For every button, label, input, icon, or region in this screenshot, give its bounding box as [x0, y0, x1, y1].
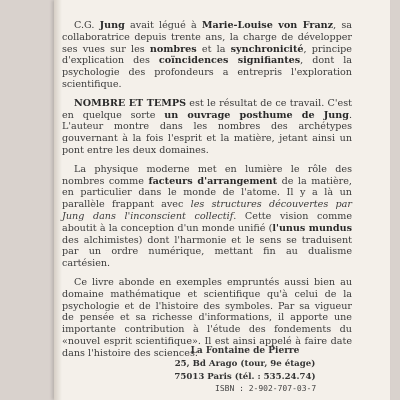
text-run: . L'auteur montre dans les nombres des archétypes gouvernant à la fois l'esprit et la matière, jetant ainsi un pont entre les deux domaines. — [62, 109, 352, 156]
bold-run: Jung — [99, 20, 125, 31]
paragraph-2 — [62, 98, 352, 157]
publisher-city: 75013 Paris (tél. : 535.24.74) — [174, 371, 316, 382]
publisher-name: La Fontaine de Pierre — [190, 346, 300, 356]
bold-run: nombres — [149, 43, 197, 55]
bold-run: Marie-Louise von Franz — [201, 20, 334, 31]
text-run: , principe d'explication des — [62, 43, 352, 67]
bold-run: l'unus mundus — [272, 222, 352, 234]
publisher-address: 25, Bd Arago (tour, 9e étage) — [174, 359, 316, 370]
bold-run: coïncidences signifiantes — [158, 55, 301, 67]
text-run: et la — [196, 43, 231, 55]
isbn: ISBN : 2-902-707-03-7 — [215, 384, 317, 393]
bold-run: synchronicité — [230, 43, 304, 55]
spine-shadow — [54, 0, 62, 400]
paragraph-1 — [62, 20, 352, 91]
text-run: Ce livre abonde en exemples empruntés aussi bien au domaine mathématique et scientifique qu'à celui de la psychologie et de l'histoire des symboles. Par sa vigueur de pensée et sa richesse d'informations, il apporte une importante contribution à l'étude des fondements du «nouvel esprit scientifique». Il est ainsi appelé à faire date dans l'histoire des sciences. — [62, 276, 352, 359]
bold-run: un ouvrage posthume de Jung — [164, 109, 349, 121]
text-run: des alchimistes) dont l'harmonie et le sens se traduisent par un ordre numérique, mettant fin au dualisme cartésien. — [62, 234, 352, 270]
text-run: , sa collaboratrice depuis trente ans, la charge de développer ses vues sur les — [62, 20, 352, 55]
text-run: La physique moderne met en lumière le rôle des nombres comme — [62, 163, 352, 187]
back-cover-text — [62, 20, 352, 367]
text-run: avait légué à — [124, 20, 202, 31]
publisher-block — [145, 345, 345, 383]
text-run: de la matière, en particulier dans le monde de l'atome. Il y a là un parallèle frappant avec — [62, 175, 352, 211]
italic-run: les structures découvertes par Jung dans l'inconscient collectif — [62, 199, 352, 222]
bold-run: facteurs d'arrangement — [148, 175, 278, 187]
text-run: . Cette vision comme aboutit à la conception d'un monde unifié ( — [62, 210, 352, 234]
paragraph-3 — [62, 164, 352, 270]
text-run: , dont la psychologie des profondeurs a entrepris l'exploration scientifique. — [62, 55, 352, 90]
bold-run: NOMBRE ET TEMPS — [74, 97, 186, 109]
text-run: C.G. — [74, 20, 100, 31]
text-run: est le résultat de ce travail. C'est en quelque sorte — [62, 97, 352, 121]
